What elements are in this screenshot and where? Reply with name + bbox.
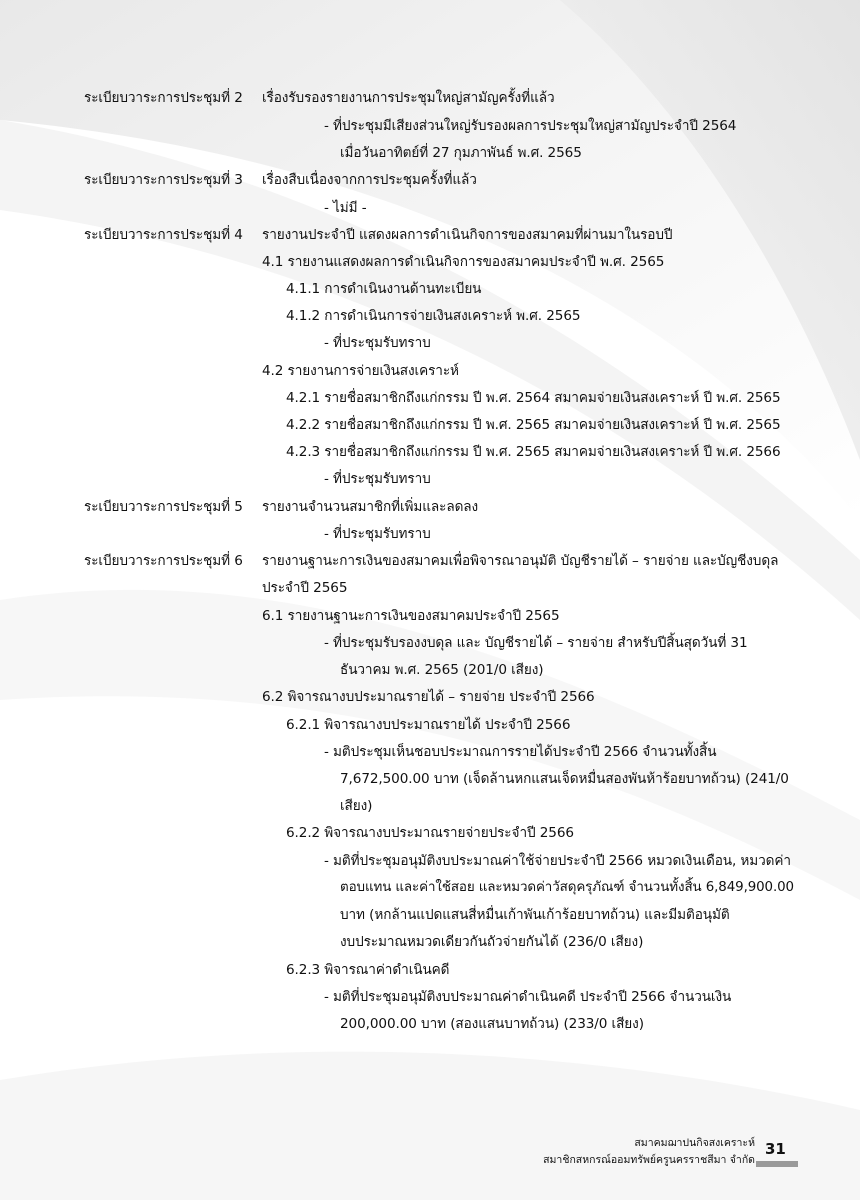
section-6-2-2-resolution-cont: ตอบแทน และค่าใช้สอย และหมวดค่าวัสดุครุภัณฑ์ จำนวนทั้งสิ้น 6,849,900.00 bbox=[340, 880, 794, 895]
section-4-2: 4.2 รายงานการจ่ายเงินสงเคราะห์ bbox=[262, 363, 459, 379]
section-4-1-2: 4.1.2 การดำเนินการจ่ายเงินสงเคราะห์ พ.ศ. 2565 bbox=[286, 308, 581, 324]
agenda-2-resolution: - ที่ประชุมมีเสียงส่วนใหญ่รับรองผลการประชุมใหญ่สามัญประจำปี 2564 bbox=[324, 118, 737, 134]
agenda-5-label: ระเบียบวาระการประชุมที่ 5 bbox=[84, 499, 243, 515]
section-6-2-3: 6.2.3 พิจารณาค่าดำเนินคดี bbox=[286, 962, 450, 978]
section-4-2-resolution: - ที่ประชุมรับทราบ bbox=[324, 471, 431, 487]
agenda-3-resolution: - ไม่มี - bbox=[324, 200, 367, 216]
section-6-2-2-resolution-cont2: บาท (หกล้านแปดแสนสี่หมื่นเก้าพันเก้าร้อยบาทถ้วน) และมีมติอนุมัติ bbox=[340, 907, 730, 923]
agenda-6-title: รายงานฐานะการเงินของสมาคมเพื่อพิจารณาอนุมัติ บัญชีรายได้ – รายจ่าย และบัญชีงบดุล bbox=[262, 553, 779, 569]
section-6-2: 6.2 พิจารณางบประมาณรายได้ – รายจ่าย ประจำปี 2566 bbox=[262, 689, 595, 705]
agenda-6-title-cont: ประจำปี 2565 bbox=[262, 580, 348, 596]
section-6-1-resolution: - ที่ประชุมรับรองงบดุล และ บัญชีรายได้ – รายจ่าย สำหรับปีสิ้นสุดวันที่ 31 bbox=[324, 635, 748, 651]
section-4-2-1: 4.2.1 รายชื่อสมาชิกถึงแก่กรรม ปี พ.ศ. 2564 สมาคมจ่ายเงินสงเคราะห์ ปี พ.ศ. 2565 bbox=[286, 390, 781, 406]
agenda-4-label: ระเบียบวาระการประชุมที่ 4 bbox=[84, 227, 243, 243]
section-6-2-2-resolution-end: งบประมาณหมวดเดียวกันถัวจ่ายกันได้ (236/0 เสียง) bbox=[340, 934, 644, 950]
section-4-2-3: 4.2.3 รายชื่อสมาชิกถึงแก่กรรม ปี พ.ศ. 2565 สมาคมจ่ายเงินสงเคราะห์ ปี พ.ศ. 2566 bbox=[286, 444, 781, 460]
agenda-6-label: ระเบียบวาระการประชุมที่ 6 bbox=[84, 553, 243, 569]
agenda-5-title: รายงานจำนวนสมาชิกที่เพิ่มและลดลง bbox=[262, 499, 479, 515]
footer-org-subtitle: สมาชิกสหกรณ์ออมทรัพย์ครูนครราชสีมา จำกัด bbox=[543, 1154, 755, 1166]
section-6-2-3-resolution: - มติที่ประชุมอนุมัติงบประมาณค่าดำเนินคดี ประจำปี 2566 จำนวนเงิน bbox=[324, 989, 732, 1005]
page-number-bar bbox=[756, 1161, 798, 1167]
section-6-2-1: 6.2.1 พิจารณางบประมาณรายได้ ประจำปี 2566 bbox=[286, 717, 571, 733]
agenda-3-label: ระเบียบวาระการประชุมที่ 3 bbox=[84, 172, 243, 188]
section-6-1-resolution-cont: ธันวาคม พ.ศ. 2565 (201/0 เสียง) bbox=[340, 662, 544, 678]
section-4-1-1: 4.1.1 การดำเนินงานด้านทะเบียน bbox=[286, 281, 482, 297]
agenda-2-title: เรื่องรับรองรายงานการประชุมใหญ่สามัญครั้งที่แล้ว bbox=[262, 90, 555, 106]
section-4-1-resolution: - ที่ประชุมรับทราบ bbox=[324, 335, 431, 351]
section-6-2-1-resolution-cont: 7,672,500.00 บาท (เจ็ดล้านหกแสนเจ็ดหมื่นสองพันห้าร้อยบาทถ้วน) (241/0 bbox=[340, 771, 789, 787]
section-6-2-2: 6.2.2 พิจารณางบประมาณรายจ่ายประจำปี 2566 bbox=[286, 825, 574, 841]
agenda-2-label: ระเบียบวาระการประชุมที่ 2 bbox=[84, 90, 243, 106]
section-6-2-3-resolution-cont: 200,000.00 บาท (สองแสนบาทถ้วน) (233/0 เสียง) bbox=[340, 1016, 644, 1032]
section-4-2-2: 4.2.2 รายชื่อสมาชิกถึงแก่กรรม ปี พ.ศ. 2565 สมาคมจ่ายเงินสงเคราะห์ ปี พ.ศ. 2565 bbox=[286, 417, 781, 433]
agenda-2-resolution-cont: เมื่อวันอาทิตย์ที่ 27 กุมภาพันธ์ พ.ศ. 2565 bbox=[340, 145, 582, 161]
footer-org-name: สมาคมฌาปนกิจสงเคราะห์ bbox=[634, 1137, 755, 1149]
section-6-1: 6.1 รายงานฐานะการเงินของสมาคมประจำปี 2565 bbox=[262, 608, 560, 624]
page-number: 31 bbox=[765, 1140, 786, 1158]
section-6-2-1-resolution: - มติประชุมเห็นชอบประมาณการรายได้ประจำปี 2566 จำนวนทั้งสิ้น bbox=[324, 744, 717, 760]
section-6-2-1-resolution-end: เสียง) bbox=[340, 798, 373, 814]
agenda-4-title: รายงานประจำปี แสดงผลการดำเนินกิจการของสมาคมที่ผ่านมาในรอบปี bbox=[262, 227, 673, 243]
section-6-2-2-resolution: - มติที่ประชุมอนุมัติงบประมาณค่าใช้จ่ายประจำปี 2566 หมวดเงินเดือน, หมวดค่า bbox=[324, 853, 791, 869]
agenda-3-title: เรื่องสืบเนื่องจากการประชุมครั้งที่แล้ว bbox=[262, 172, 477, 188]
agenda-5-resolution: - ที่ประชุมรับทราบ bbox=[324, 526, 431, 542]
section-4-1: 4.1 รายงานแสดงผลการดำเนินกิจการของสมาคมประจำปี พ.ศ. 2565 bbox=[262, 254, 665, 270]
